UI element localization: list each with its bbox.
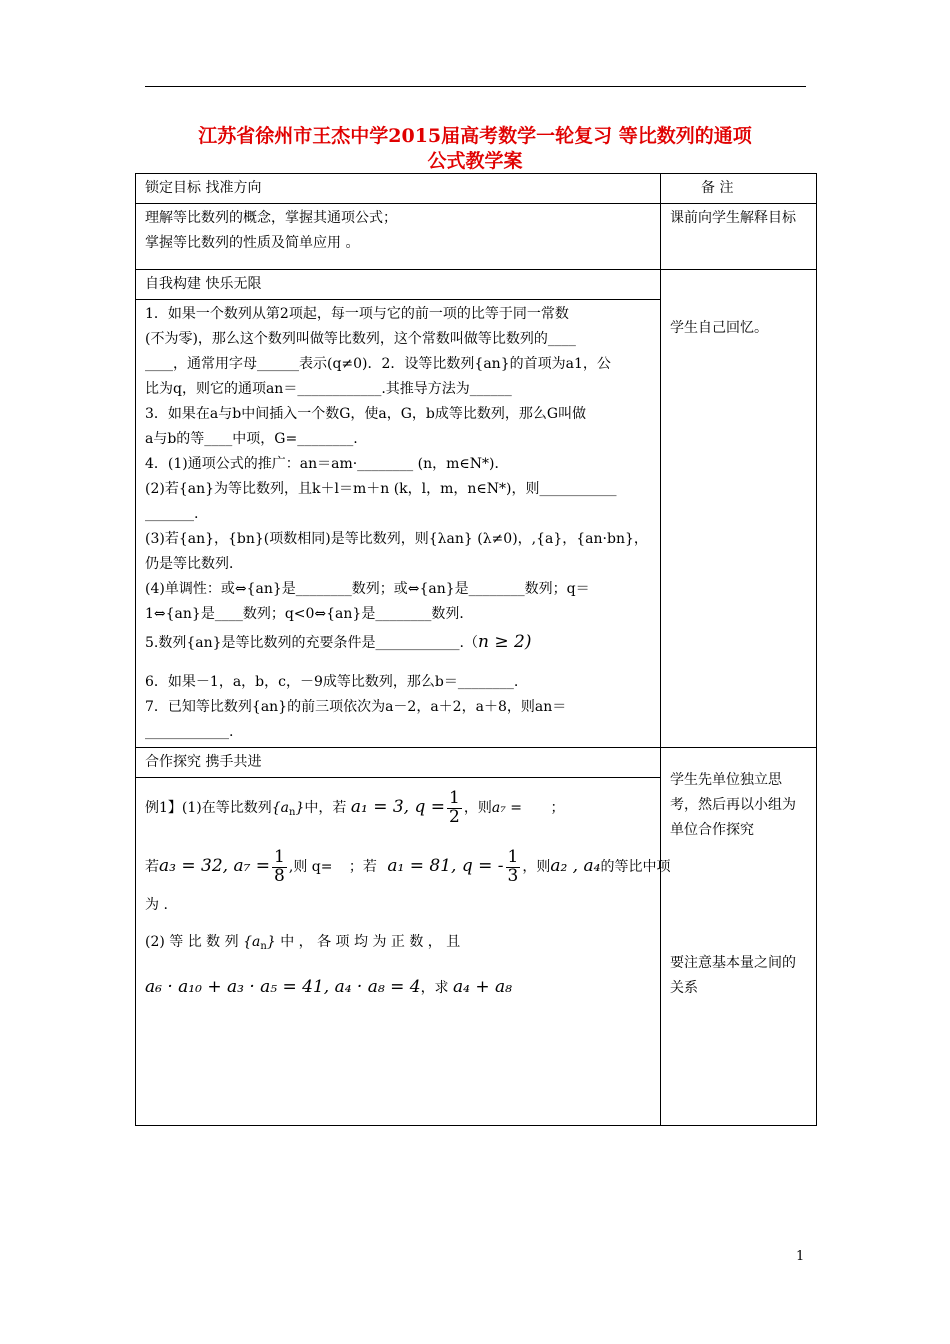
example1-tail: ；	[550, 800, 565, 816]
section1-note: 课前向学生解释目标	[661, 204, 817, 270]
item-line: 1．如果一个数列从第2项起，每一项与它的前一项的比等于同一常数	[145, 306, 569, 322]
header-rule	[145, 86, 806, 87]
spacer	[145, 658, 651, 670]
item-line: 7．已知等比数列{an}的前三项依次为a－2，a＋2，a＋8，则an＝	[145, 699, 567, 715]
fraction-one-eighth: $\frac{1}{8}$	[274, 846, 285, 886]
condition-formula: n ≥ 2)	[478, 632, 532, 652]
item-line: 仍是等比数列．	[145, 556, 243, 572]
example1b-if: 若	[145, 859, 159, 875]
example1-given: a₁ = 3, q =	[350, 797, 446, 817]
item-line-5	[145, 627, 651, 658]
title-line-2: 公式教学案	[427, 150, 523, 172]
section3-header: 合作探究 携手共进	[136, 748, 661, 778]
fraction-one-half: $\frac{1}{2}$	[449, 787, 460, 827]
example2-formula: a₆ · a₁₀ + a₃ · a₅ = 41, a₄ · a₈ = 4	[145, 977, 421, 997]
example1c-wei: 为 .	[145, 897, 168, 913]
example1-label: 例1】(1)在等比数列	[145, 800, 272, 816]
section3-body	[136, 778, 671, 1126]
section2-body	[136, 300, 661, 748]
item-line: (4)单调性：或⇔{an}是________数列；或⇔{an}是________数列；q＝	[145, 581, 590, 597]
example1-ask: ，则	[463, 800, 492, 816]
item-line: 1⇔{an}是____数列；q<0⇔{an}是________数列．	[145, 606, 474, 622]
objective-1: 理解等比数列的概念，掌握其通项公式；	[145, 210, 397, 226]
section1-body	[136, 204, 661, 270]
item-line: 3．如果在a与b中间插入一个数G，使a，G，b成等比数列，那么G叫做	[145, 406, 587, 422]
example1-a7: a₇ =	[491, 800, 522, 816]
example2-line1	[145, 922, 651, 967]
example1c-then: ，则	[522, 859, 551, 875]
item-line: 比为q，则它的通项an＝____________.其推导方法为______	[145, 381, 512, 397]
item-line: a与b的等____中项，G=________.	[145, 431, 358, 447]
title-line-1: 江苏省徐州市王杰中学2015届高考数学一轮复习 等比数列的通项	[198, 125, 752, 147]
item-line: 6．如果－1，a，b，c，－9成等比数列，那么b＝________.	[145, 674, 519, 690]
example1-line2	[145, 840, 671, 893]
document-title	[140, 124, 810, 174]
example1b-given: a₃ = 32, a₇ =	[159, 856, 271, 876]
example2-line2	[145, 967, 651, 1008]
example1b-then: ,则 q=	[288, 859, 333, 875]
example2-intro: (2) 等 比 数 列	[145, 934, 239, 950]
example1c-tail: 的等比中项	[600, 859, 671, 875]
sequence-symbol: $\{a_n\}$	[271, 800, 305, 818]
example1-mid: 中，若	[304, 800, 347, 816]
section2-header: 自我构建 快乐无限	[136, 270, 661, 300]
section3-note-2: 要注意基本量之间的关系	[670, 955, 796, 996]
section3-note-1: 学生先单位独立思考，然后再以小组为单位合作探究	[670, 772, 796, 838]
example2-target: a₄ + a₈	[453, 977, 512, 997]
example1-line1	[145, 786, 651, 834]
section1-header: 锁定目标 找准方向	[136, 174, 661, 204]
section3-note-cell	[661, 748, 817, 1126]
page-number: 1	[796, 1249, 805, 1264]
fraction-one-third: $\frac{1}{3}$	[507, 846, 519, 886]
item-line: (不为零)，那么这个数列叫做等比数列，这个常数叫做等比数列的____	[145, 331, 576, 347]
notes-header: 备 注	[661, 174, 817, 204]
sequence-symbol-2: $\{a_n\}$	[243, 934, 276, 952]
section2-note-cell	[661, 270, 817, 748]
example2-rest: 中 ， 各 项 均 为 正 数 ， 且	[280, 934, 461, 950]
item-line: (3)若{an}，{bn}(项数相同)是等比数列，则{λan} (λ≠0)，,{a}，{an·bn}，	[145, 531, 648, 547]
item-line: ____，通常用字母______表示(q≠0)．2．设等比数列{an}的首项为a1，公	[145, 356, 611, 372]
item-line: _______.	[145, 506, 199, 522]
objective-2: 掌握等比数列的性质及简单应用 。	[145, 235, 360, 251]
item-line: (2)若{an}为等比数列，且k＋l＝m＋n (k，l，m，n∈N*)，则___________	[145, 481, 617, 497]
example1c-terms: a₂ , a₄	[550, 856, 601, 876]
example2-ask: ，求	[420, 980, 449, 996]
section2-note: 学生自己回忆。	[670, 320, 768, 336]
example1c-given: a₁ = 81, q = -	[387, 856, 504, 876]
example1b-semi: ；若	[348, 859, 377, 875]
item-line: 4．(1)通项公式的推广：an＝am·________ (n，m∈N*)．	[145, 456, 509, 472]
item-5-text: 5.数列{an}是等比数列的充要条件是____________.（	[145, 635, 478, 651]
item-line: ____________.	[145, 724, 234, 740]
lesson-table	[135, 173, 817, 1126]
